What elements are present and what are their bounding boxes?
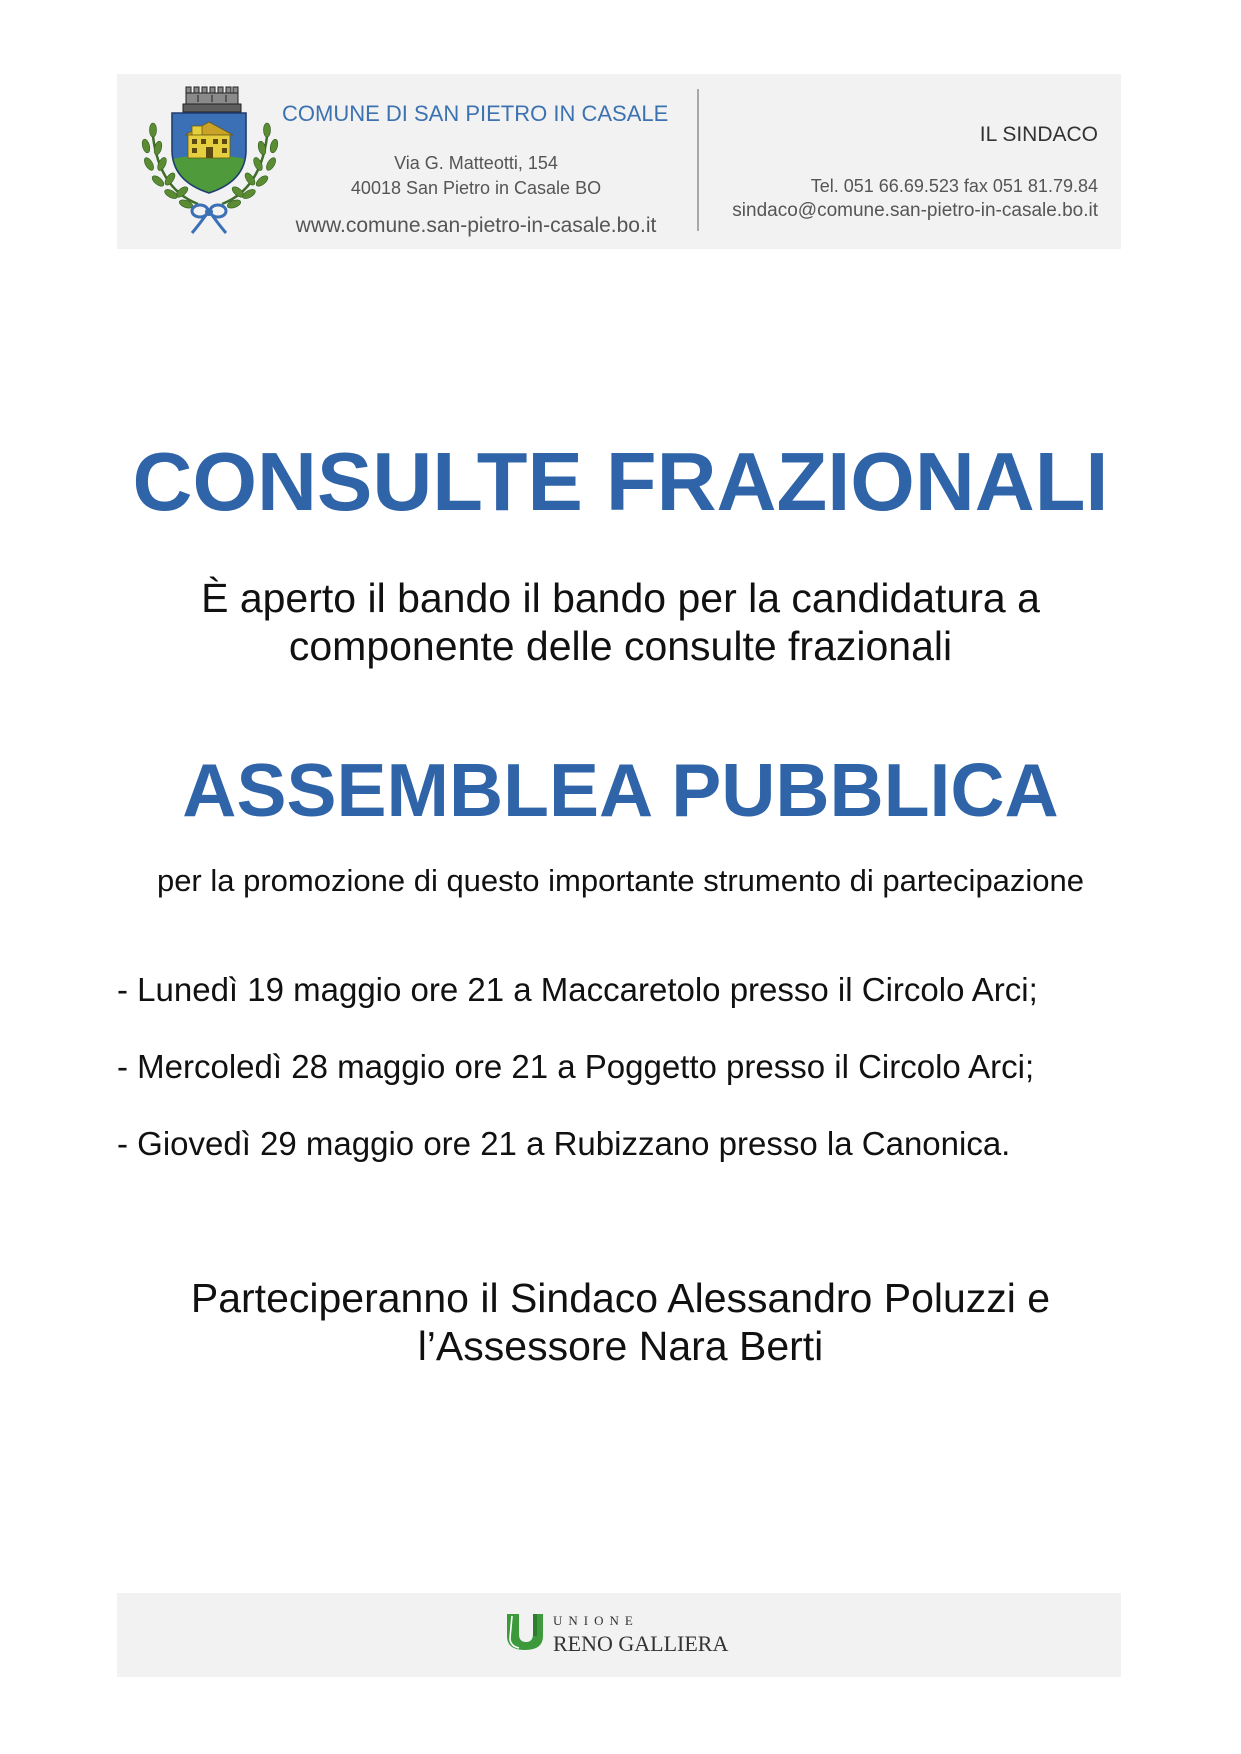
- ribbon-icon: [192, 205, 226, 233]
- municipality-name: COMUNE DI SAN PIETRO IN CASALE: [282, 101, 669, 126]
- letterhead: [117, 74, 1121, 249]
- participants-line: l’Assessore Nara Berti: [417, 1323, 824, 1369]
- office-title: IL SINDACO: [979, 123, 1098, 146]
- intro-line: È aperto il bando il bando per la candidatura a: [201, 575, 1040, 621]
- assembly-title: ASSEMBLEA PUBBLICA: [182, 748, 1059, 832]
- phone-fax-text: Tel. 051 66.69.523 fax 051 81.79.84: [810, 176, 1098, 196]
- meeting-item: - Lunedì 19 maggio ore 21 a Maccaretolo presso il Circolo Arci;: [117, 971, 1038, 1008]
- meetings-list: [117, 973, 1038, 1204]
- crown-icon: [183, 87, 241, 112]
- website-text: www.comune.san-pietro-in-casale.bo.it: [295, 214, 657, 237]
- address-city: 40018 San Pietro in Casale BO: [350, 178, 602, 198]
- assembly-subtitle: per la promozione di questo importante strumento di partecipazione: [156, 863, 1085, 898]
- union-logo-line2: RENO GALLIERA: [553, 1631, 729, 1656]
- intro-line: componente delle consulte frazionali: [288, 623, 953, 669]
- participants-line: Parteciperanno il Sindaco Alessandro Poluzzi e: [190, 1275, 1051, 1321]
- meeting-item: - Mercoledì 28 maggio ore 21 a Poggetto presso il Circolo Arci;: [117, 1048, 1035, 1085]
- address-street: Via G. Matteotti, 154: [394, 153, 558, 173]
- meeting-item: - Giovedì 29 maggio ore 21 a Rubizzano presso la Canonica.: [117, 1125, 1011, 1162]
- union-logo-line1: UNIONE: [553, 1613, 639, 1628]
- intro-paragraph: [0, 574, 1241, 670]
- participants-paragraph: [0, 1274, 1241, 1370]
- main-title: CONSULTE FRAZIONALI: [132, 435, 1109, 528]
- footer-band: [117, 1593, 1121, 1677]
- coat-of-arms-icon: [138, 86, 284, 236]
- email-text: sindaco@comune.san-pietro-in-casale.bo.it: [732, 200, 1098, 221]
- union-logo-icon: [503, 1612, 547, 1652]
- header-divider: [697, 89, 699, 231]
